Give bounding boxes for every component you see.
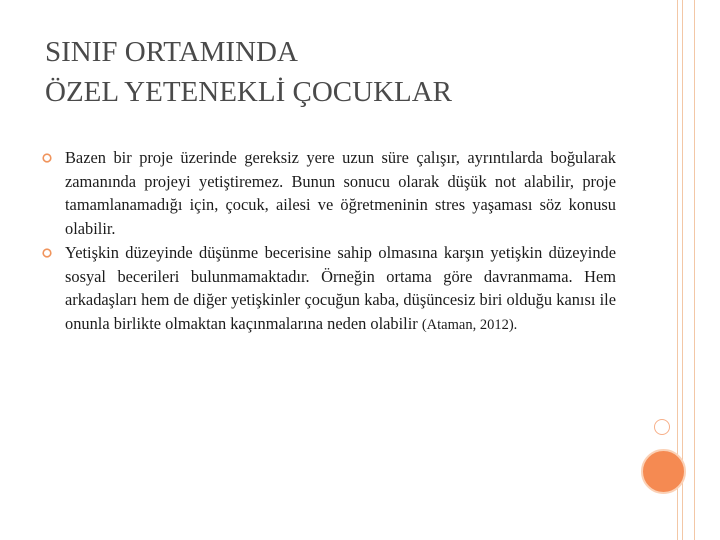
slide-title-line-1: SINIF ORTAMINDA bbox=[45, 36, 298, 68]
bullet-item-2 bbox=[40, 241, 616, 337]
slide-title-line-2: ÖZEL YETENEKLİ ÇOCUKLAR bbox=[45, 76, 453, 108]
bullet-text: Bazen bir proje üzerinde gereksiz yere uzun süre çalışır, ayrıntılarda boğularak zamanında projeyi yetiştiremez. Bunun sonucu olarak düşük not alabilir, proje tamamlanamadığı için, çocuk, ailesi ve öğretmeninin stres yaşaması söz konusu olabilir. bbox=[65, 148, 616, 238]
citation: (Ataman, 2012). bbox=[421, 316, 518, 333]
decorative-line-right bbox=[694, 0, 695, 540]
bullet-text: Yetişkin düzeyinde düşünme becerisine sahip olmasına karşın yetişkin düzeyinde sosyal becerileri bulunmamaktadır. Örneğin ortama göre davranmama. Hem arkadaşları hem de diğer yetişkinler çocuğun kaba, düşüncesiz biri olduğu kanısı ile onunla birlikte olmaktan kaçınmalarına neden olabilir bbox=[65, 243, 616, 333]
bullet-list bbox=[40, 146, 616, 338]
bullet-item-1 bbox=[40, 146, 616, 240]
decorative-small-circle-icon bbox=[654, 419, 670, 435]
slide-title bbox=[45, 32, 605, 112]
bullet-ring-icon bbox=[42, 153, 52, 163]
bullet-ring-icon bbox=[42, 248, 52, 258]
decorative-large-circle-icon bbox=[641, 449, 686, 494]
